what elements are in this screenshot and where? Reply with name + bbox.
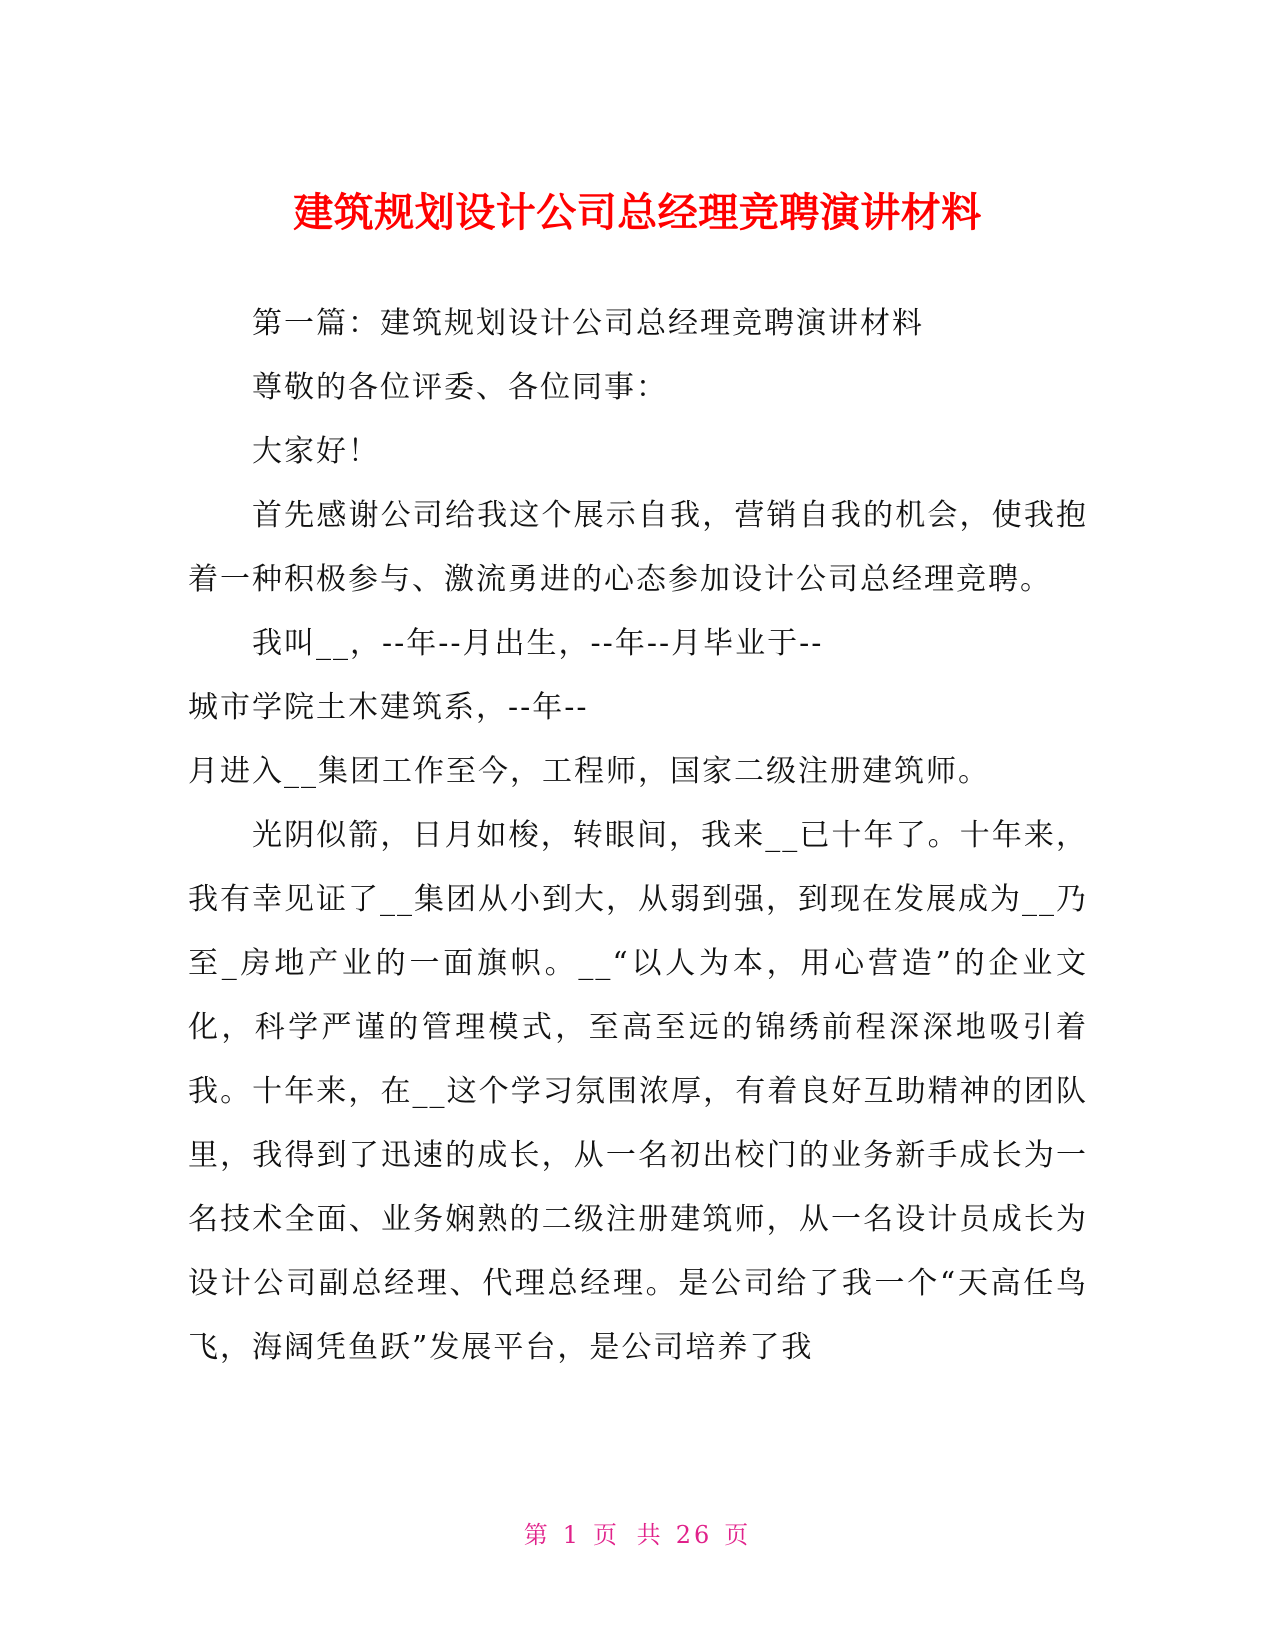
footer-middle: 页 共 bbox=[593, 1521, 664, 1549]
page-number-footer bbox=[0, 1515, 1275, 1550]
paragraph-intro-line-2: 城市学院土木建筑系，--年-- bbox=[188, 690, 589, 725]
footer-total-pages: 26 bbox=[675, 1521, 713, 1549]
paragraph-heading: 第一篇：建筑规划设计公司总经理竞聘演讲材料 bbox=[252, 306, 924, 341]
document-body bbox=[188, 292, 1088, 1380]
paragraph-experience: 光阴似箭，日月如梭，转眼间，我来__已十年了。十年来，我有幸见证了__集团从小到大，从弱到强，到现在发展成为__乃至_房地产业的一面旗帜。__“以人为本，用心营造”的企业文化，科学严谨的管理模式，至高至远的锦绣前程深深地吸引着我。十年来，在__这个学习氛围浓厚，有着良好互助精神的团队里，我得到了迅速的成长，从一名初出校门的业务新手成长为一名技术全面、业务娴熟的二级注册建筑师，从一名设计员成长为设计公司副总经理、代理总经理。是公司给了我一个“天高任鸟飞，海阔凭鱼跃”发展平台，是公司培养了我 bbox=[188, 818, 1088, 1365]
paragraph-intro-line-1: 我叫__，--年--月出生，--年--月毕业于-- bbox=[252, 626, 824, 661]
document-title: 建筑规划设计公司总经理竞聘演讲材料 bbox=[293, 189, 982, 236]
footer-current-page: 1 bbox=[562, 1521, 582, 1549]
paragraph-greeting: 大家好！ bbox=[252, 434, 380, 469]
footer-suffix: 页 bbox=[724, 1521, 752, 1549]
footer-prefix: 第 bbox=[523, 1521, 551, 1549]
paragraph-salutation: 尊敬的各位评委、各位同事： bbox=[252, 370, 668, 405]
paragraph-intro-line-3: 月进入__集团工作至今，工程师，国家二级注册建筑师。 bbox=[188, 754, 990, 789]
paragraph-thanks: 首先感谢公司给我这个展示自我，营销自我的机会，使我抱着一种积极参与、激流勇进的心态参加设计公司总经理竞聘。 bbox=[188, 498, 1088, 597]
